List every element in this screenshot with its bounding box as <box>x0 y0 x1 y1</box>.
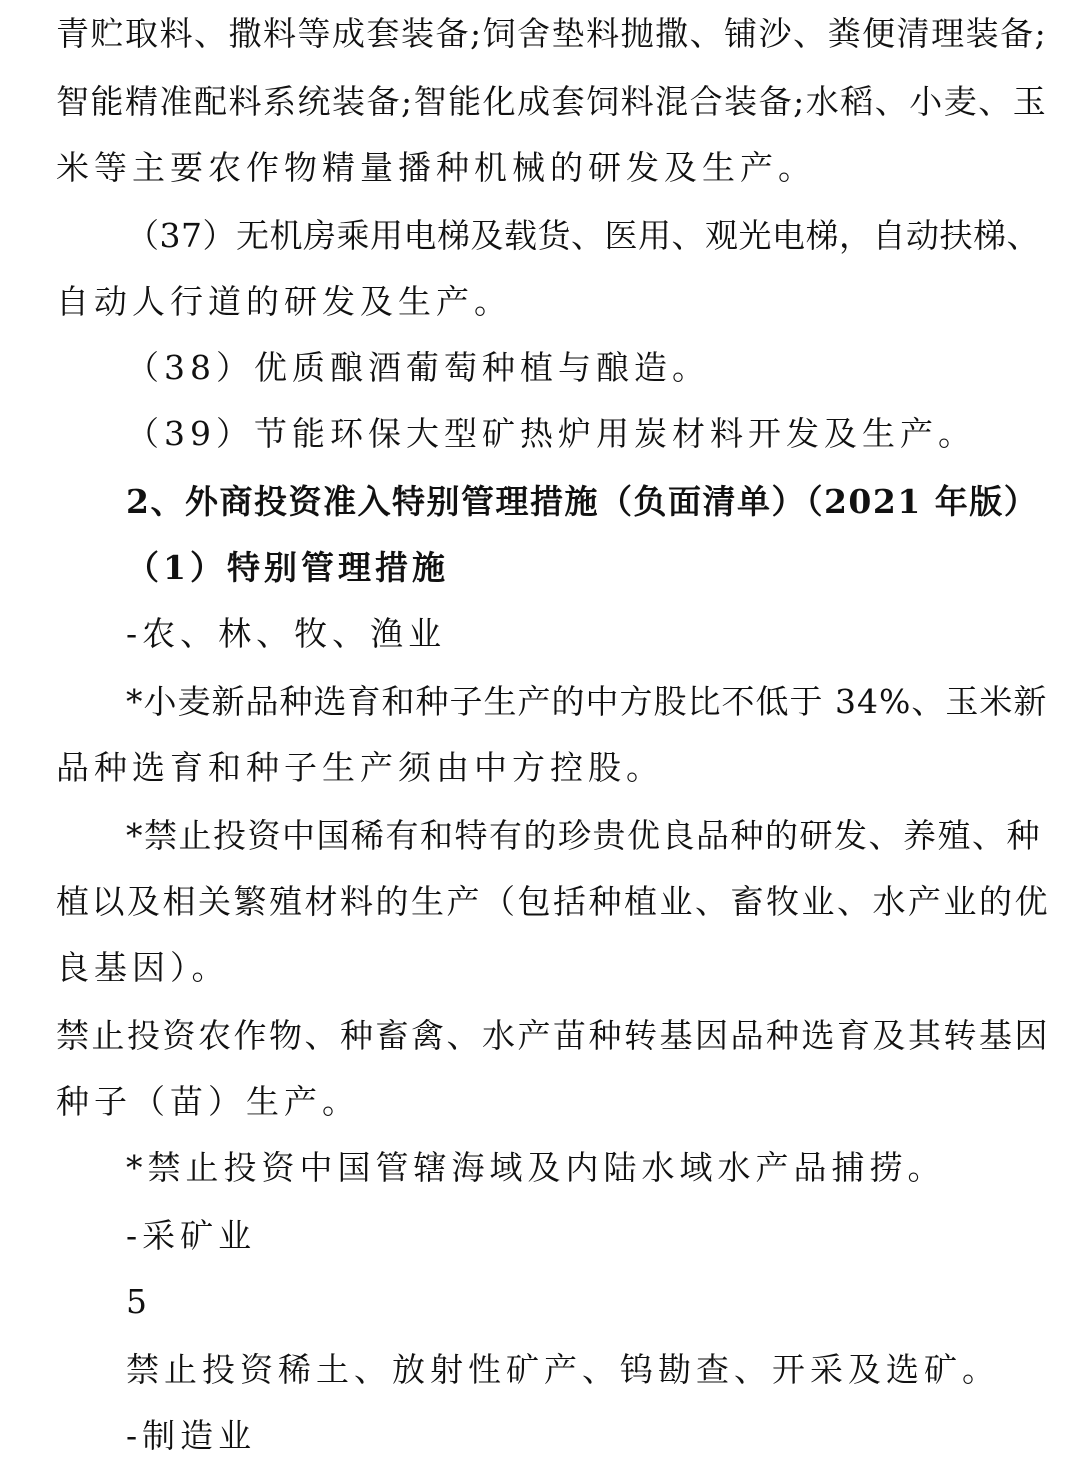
text-line: 禁止投资农作物、种畜禽、水产苗种转基因品种选育及其转基因 <box>56 1016 1050 1055</box>
text-line: 品种选育和种子生产须由中方控股。 <box>56 748 664 787</box>
text-line: *小麦新品种选育和种子生产的中方股比不低于 34%、玉米新 <box>126 682 1048 721</box>
text-line: 米等主要农作物精量播种机械的研发及生产。 <box>56 148 816 187</box>
category-heading: -采矿业 <box>126 1216 257 1255</box>
page-number: 5 <box>126 1282 152 1321</box>
text-line: 智能精准配料系统装备;智能化成套饲料混合装备;水稻、小麦、玉 <box>56 82 1048 121</box>
text-line: 自动人行道的研发及生产。 <box>56 282 512 321</box>
text-line: *禁止投资中国管辖海域及内陆水域水产品捕捞。 <box>126 1148 946 1187</box>
category-heading: -制造业 <box>126 1416 257 1455</box>
category-heading: -农、林、牧、渔业 <box>126 614 447 653</box>
text-line: 植以及相关繁殖材料的生产（包括种植业、畜牧业、水产业的优 <box>56 882 1050 921</box>
text-line: 种子（苗）生产。 <box>56 1082 360 1121</box>
list-item-38: （38）优质酿酒葡萄种植与酿造。 <box>126 348 710 387</box>
section-heading: 2、外商投资准入特别管理措施（负面清单）（2021 年版） <box>126 482 1039 521</box>
text-line: 良基因）。 <box>56 948 230 987</box>
list-item-37: （37）无机房乘用电梯及载货、医用、观光电梯，自动扶梯、 <box>126 216 1040 255</box>
subsection-heading: （1）特别管理措施 <box>126 548 449 587</box>
list-item-39: （39）节能环保大型矿热炉用炭材料开发及生产。 <box>126 414 976 453</box>
text-line: 青贮取料、撒料等成套装备;饲舍垫料抛撒、铺沙、粪便清理装备; <box>56 14 1048 53</box>
text-line: *禁止投资中国稀有和特有的珍贵优良品种的研发、养殖、种 <box>126 816 1041 855</box>
text-line: 禁止投资稀土、放射性矿产、钨勘查、开采及选矿。 <box>126 1350 1000 1389</box>
